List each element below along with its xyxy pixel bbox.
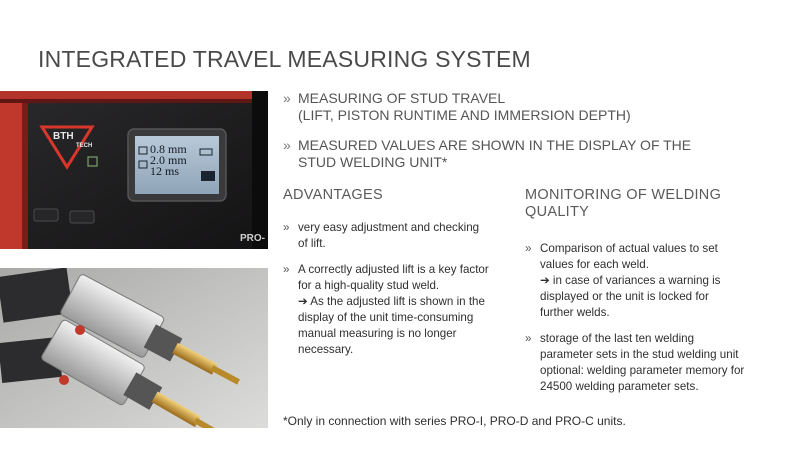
list-item: [283, 262, 503, 358]
feature-text: MEASURING OF STUD TRAVEL (LIFT, PISTON RUNTIME AND IMMERSION DEPTH): [298, 90, 631, 123]
monitoring-list: [525, 241, 775, 395]
list-item: [283, 220, 503, 252]
feature-bullet: [283, 90, 723, 124]
lcd-line-lift: 0.8 mm: [150, 142, 187, 156]
list-item: [525, 241, 775, 321]
model-label: PRO-: [240, 233, 265, 244]
list-item: [525, 331, 775, 395]
feature-bullets: [283, 90, 723, 184]
advantages-section: [283, 187, 503, 368]
footnote: *Only in connection with series PRO-I, PRO-D and PRO-C units.: [283, 414, 626, 428]
list-item-text: very easy adjustment and checking of lift.: [298, 221, 480, 250]
welding-unit-photo: [0, 91, 268, 249]
welding-gun-photo: [0, 268, 268, 428]
lcd-readout: [150, 144, 187, 177]
bullet-marker: »: [283, 137, 291, 153]
feature-bullet: [283, 137, 723, 171]
advantages-list: [283, 220, 503, 358]
list-item-text: Comparison of actual values to set values for each weld. ➔ in case of variances a warning is displayed or the unit is locked for further welds.: [540, 242, 721, 319]
bullet-marker: »: [283, 221, 290, 234]
monitoring-section: [525, 187, 775, 405]
lcd-line-time: 12 ms: [150, 164, 180, 178]
page-title: INTEGRATED TRAVEL MEASURING SYSTEM: [38, 46, 531, 72]
advantages-heading: ADVANTAGES: [283, 187, 383, 203]
bullet-marker: »: [283, 263, 290, 276]
list-item-text: storage of the last ten welding parameter sets in the stud welding unit optional: welding parameter memory for 24500 welding parameter sets.: [540, 332, 745, 393]
bullet-marker: »: [525, 332, 532, 345]
brand-logo: BTH: [53, 131, 74, 142]
lcd-line-depth: 2.0 mm: [150, 153, 187, 167]
bullet-marker: »: [525, 242, 532, 255]
feature-text: MEASURED VALUES ARE SHOWN IN THE DISPLAY OF THE STUD WELDING UNIT*: [298, 137, 692, 170]
list-item-text: A correctly adjusted lift is a key factor for a high-quality stud weld. ➔ As the adjusted lift is shown in the display of the unit time-consuming manual measuring is no longer necessary.: [298, 263, 489, 356]
bullet-marker: »: [283, 90, 291, 106]
brand-logo-sub: TECH: [76, 143, 93, 149]
monitoring-heading: MONITORING OF WELDING QUALITY: [525, 187, 722, 220]
